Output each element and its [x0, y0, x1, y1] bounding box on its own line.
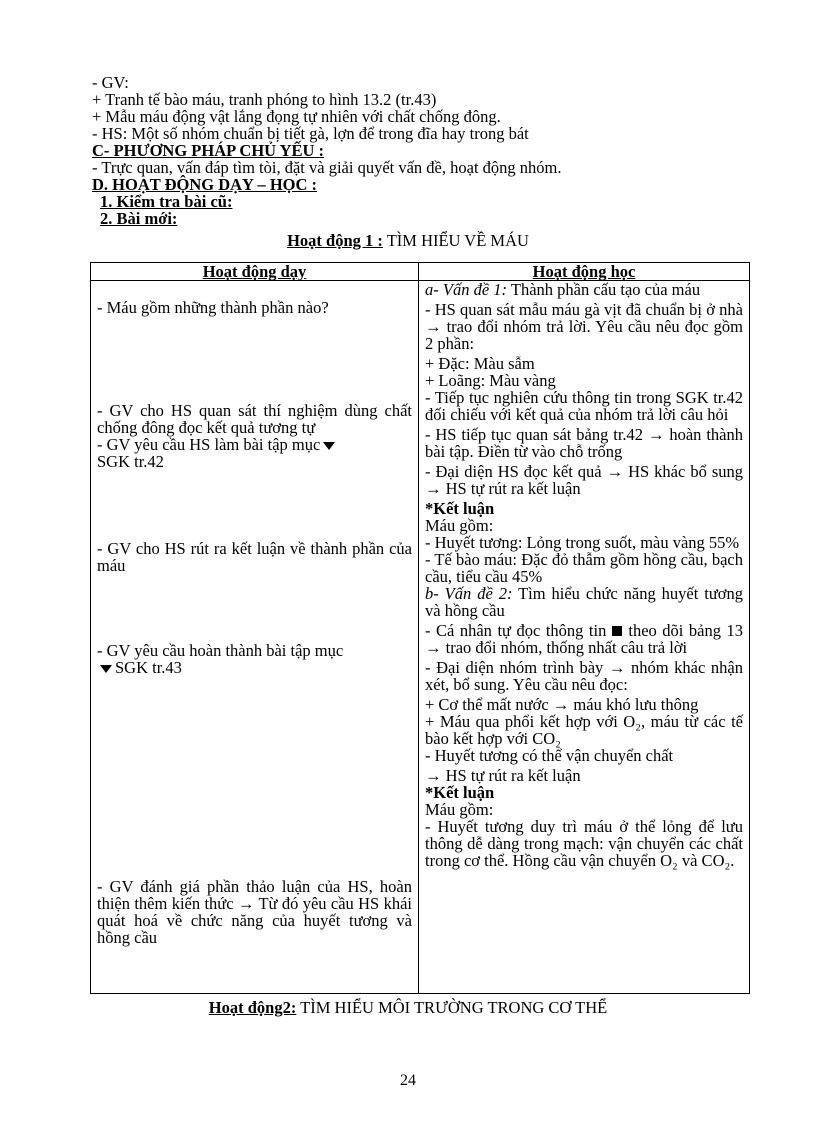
- intro-section: [92, 74, 752, 227]
- learning-item: + Đặc: Màu sẫm: [425, 354, 535, 373]
- teacher-step-text: - GV cho HS quan sát thí nghiệm dùng chất chống đông đọc kết quả tương tự: [97, 401, 412, 437]
- heading-d: D. HOẠT ĐỘNG DẠY – HỌC :: [92, 175, 318, 194]
- learning-item: - Đại diện nhóm trình bày → nhóm khác nhận xét, bổ sung. Yêu cầu nêu đọc:: [425, 658, 743, 694]
- learning-item: Máu gồm:: [425, 516, 494, 535]
- learning-item: - HS quan sát mẫu máu gà vịt đã chuẩn bị ở nhà → trao đổi nhóm trả lời. Yêu cầu nêu đọc gồm 2 phần:: [425, 300, 743, 353]
- activity1-label: Hoạt động 1 :: [287, 231, 383, 250]
- gv-label: - GV:: [92, 73, 129, 92]
- learning-item: - Cá nhân tự đọc thông tin theo dõi bảng 13 → trao đổi nhóm, thống nhất câu trả lời: [425, 621, 743, 657]
- teacher-question: - Máu gồm những thành phần nào?: [97, 298, 329, 317]
- triangle-bullet-icon: [323, 442, 335, 450]
- activity2-text: TÌM HIỂU MÔI TRƯỜNG TRONG CƠ THỂ: [300, 998, 608, 1017]
- teacher-step-text: SGK tr.42: [97, 452, 164, 471]
- learning-item: - Tế bào máu: Đặc đỏ thẫm gồm hồng cầu, bạch cầu, tiểu cầu 45%: [425, 550, 743, 586]
- intro-line: + Mẫu máu động vật lắng đọng tự nhiên với chất chống đông.: [92, 107, 501, 126]
- learning-column: [419, 281, 750, 994]
- conclusion-label: *Kết luận: [425, 499, 495, 518]
- learning-item: - Đại diện HS đọc kết quả → HS khác bổ sung → HS tự rút ra kết luận: [425, 462, 743, 498]
- learning-item: a- Vấn đề 1: Thành phần cấu tạo của máu: [425, 280, 701, 299]
- learning-item: + Loãng: Màu vàng: [425, 371, 556, 390]
- activity2-label: Hoạt động2:: [208, 998, 297, 1017]
- activity2-title: [0, 998, 816, 1018]
- triangle-bullet-icon: [100, 665, 112, 673]
- teacher-step-text: - GV yêu cầu HS làm bài tập mục: [97, 436, 412, 453]
- teacher-step: [97, 402, 412, 470]
- learning-item: - Huyết tương: Lỏng trong suốt, màu vàng 55%: [425, 533, 740, 552]
- teacher-step-text: SGK tr.43: [97, 659, 412, 676]
- conclusion-label: *Kết luận: [425, 783, 495, 802]
- activity-table: [90, 262, 750, 994]
- teacher-step-text: - GV yêu cầu hoàn thành bài tập mục: [97, 641, 344, 660]
- learning-item: - HS tiếp tục quan sát bảng tr.42 → hoàn thành bài tập. Điền từ vào chỗ trống: [425, 425, 743, 461]
- item-bai-moi: 2. Bài mới:: [100, 209, 178, 228]
- intro-line: - HS: Một số nhóm chuẩn bị tiết gà, lợn để trong đĩa hay trong bát: [92, 124, 529, 143]
- page-number: 24: [400, 1072, 416, 1089]
- teaching-column: [91, 281, 419, 994]
- learning-item: - Tiếp tục nghiên cứu thông tin trong SGK tr.42 đối chiếu với kết quả của nhóm trả lời câu hỏi: [425, 388, 743, 424]
- activity1-text: TÌM HIỂU VỀ MÁU: [386, 231, 529, 250]
- heading-c: C- PHƯƠNG PHÁP CHỦ YẾU :: [92, 141, 325, 160]
- learning-item: + Cơ thể mất nước → máu khó lưu thông: [425, 695, 699, 714]
- intro-line: - Trực quan, vấn đáp tìm tòi, đặt và giải quyết vấn đề, hoạt động nhóm.: [92, 158, 562, 177]
- teacher-step: - GV đánh giá phần thảo luận của HS, hoàn thiện thêm kiến thức → Từ đó yêu cầu HS khái quát hoá về chức năng của huyết tương và hồng cầu: [97, 877, 412, 947]
- learning-item: → HS tự rút ra kết luận: [425, 766, 581, 785]
- header-learning: Hoạt động học: [419, 263, 750, 281]
- learning-item: Máu gồm:: [425, 800, 494, 819]
- header-teaching: Hoạt động dạy: [91, 263, 419, 281]
- intro-line: + Tranh tế bào máu, tranh phóng to hình 13.2 (tr.43): [92, 90, 437, 109]
- learning-item: - Huyết tương có thể vận chuyển chất: [425, 746, 674, 765]
- item-kiem-tra: 1. Kiểm tra bài cũ:: [100, 192, 233, 211]
- teacher-step: - GV cho HS rút ra kết luận về thành phần của máu: [97, 539, 412, 575]
- activity1-title: [0, 231, 816, 251]
- square-bullet-icon: [612, 626, 622, 636]
- learning-item: + Máu qua phổi kết hợp với O₂, máu từ các tế bào kết hợp với CO₂: [425, 712, 743, 748]
- learning-item: - Huyết tương duy trì máu ở thể lỏng để lưu thông dễ dàng trong mạch: vận chuyển các chất trong cơ thể. Hồng cầu vận chuyển O₂ và CO₂.: [425, 817, 743, 870]
- learning-item: b- Vấn đề 2: Tìm hiểu chức năng huyết tương và hồng cầu: [425, 584, 743, 620]
- teacher-step: [97, 642, 412, 676]
